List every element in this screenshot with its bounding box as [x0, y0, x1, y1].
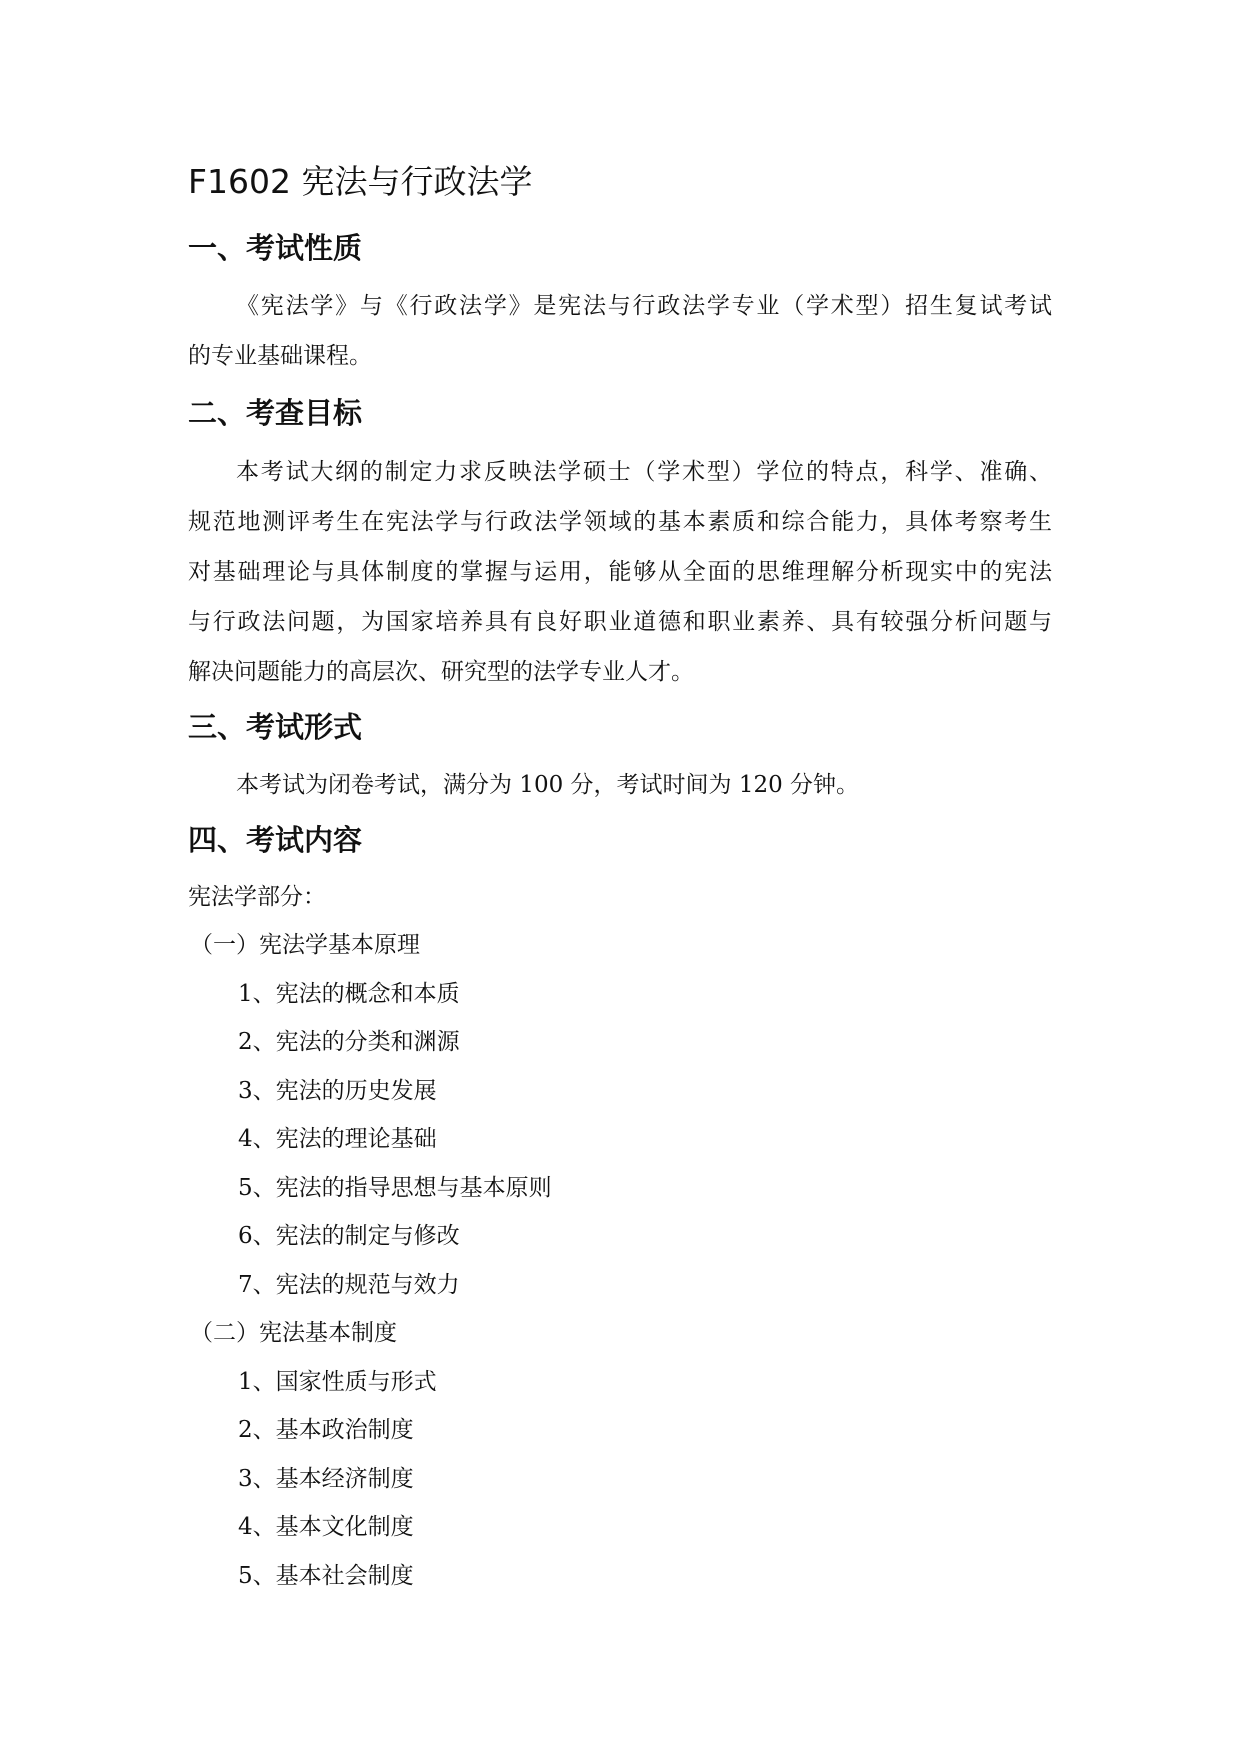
list-item: 6、宪法的制定与修改 — [238, 1223, 460, 1249]
list-item: 5、宪法的指导思想与基本原则 — [238, 1175, 552, 1201]
category-label: （二）宪法基本制度 — [190, 1320, 397, 1346]
paragraph-line: 解决问题能力的高层次、研究型的法学专业人才。 — [188, 659, 694, 685]
list-item: 4、宪法的理论基础 — [238, 1126, 437, 1152]
paragraph-line: 规范地测评考生在宪法学与行政法学领域的基本素质和综合能力，具体考察考生 — [188, 509, 1052, 535]
paragraph-line: 本考试为闭卷考试，满分为 100 分，考试时间为 120 分钟。 — [236, 772, 860, 798]
list-item: 3、基本经济制度 — [238, 1466, 414, 1492]
list-item: 5、基本社会制度 — [238, 1563, 414, 1589]
paragraph-line: 本考试大纲的制定力求反映法学硕士（学术型）学位的特点，科学、准确、 — [236, 459, 1052, 485]
paragraph-line: 《宪法学》与《行政法学》是宪法与行政法学专业（学术型）招生复试考试 — [236, 293, 1052, 319]
section-heading-exam-content: 四、考试内容 — [188, 823, 363, 857]
list-item: 4、基本文化制度 — [238, 1514, 414, 1540]
section-heading-exam-format: 三、考试形式 — [188, 710, 363, 744]
paragraph-line: 的专业基础课程。 — [188, 343, 372, 369]
list-item: 1、国家性质与形式 — [238, 1369, 437, 1395]
list-item: 7、宪法的规范与效力 — [238, 1272, 460, 1298]
list-item: 3、宪法的历史发展 — [238, 1078, 437, 1104]
section-heading-exam-nature: 一、考试性质 — [188, 231, 363, 265]
part-label: 宪法学部分： — [188, 884, 326, 910]
paragraph-line: 对基础理论与具体制度的掌握与运用，能够从全面的思维理解分析现实中的宪法 — [188, 559, 1052, 585]
document-title: F1602 宪法与行政法学 — [188, 162, 533, 201]
list-item: 1、宪法的概念和本质 — [238, 981, 460, 1007]
list-item: 2、宪法的分类和渊源 — [238, 1029, 460, 1055]
list-item: 2、基本政治制度 — [238, 1417, 414, 1443]
paragraph-line: 与行政法问题，为国家培养具有良好职业道德和职业素养、具有较强分析问题与 — [188, 609, 1052, 635]
section-heading-exam-objectives: 二、考查目标 — [188, 396, 363, 430]
category-label: （一）宪法学基本原理 — [190, 932, 420, 958]
